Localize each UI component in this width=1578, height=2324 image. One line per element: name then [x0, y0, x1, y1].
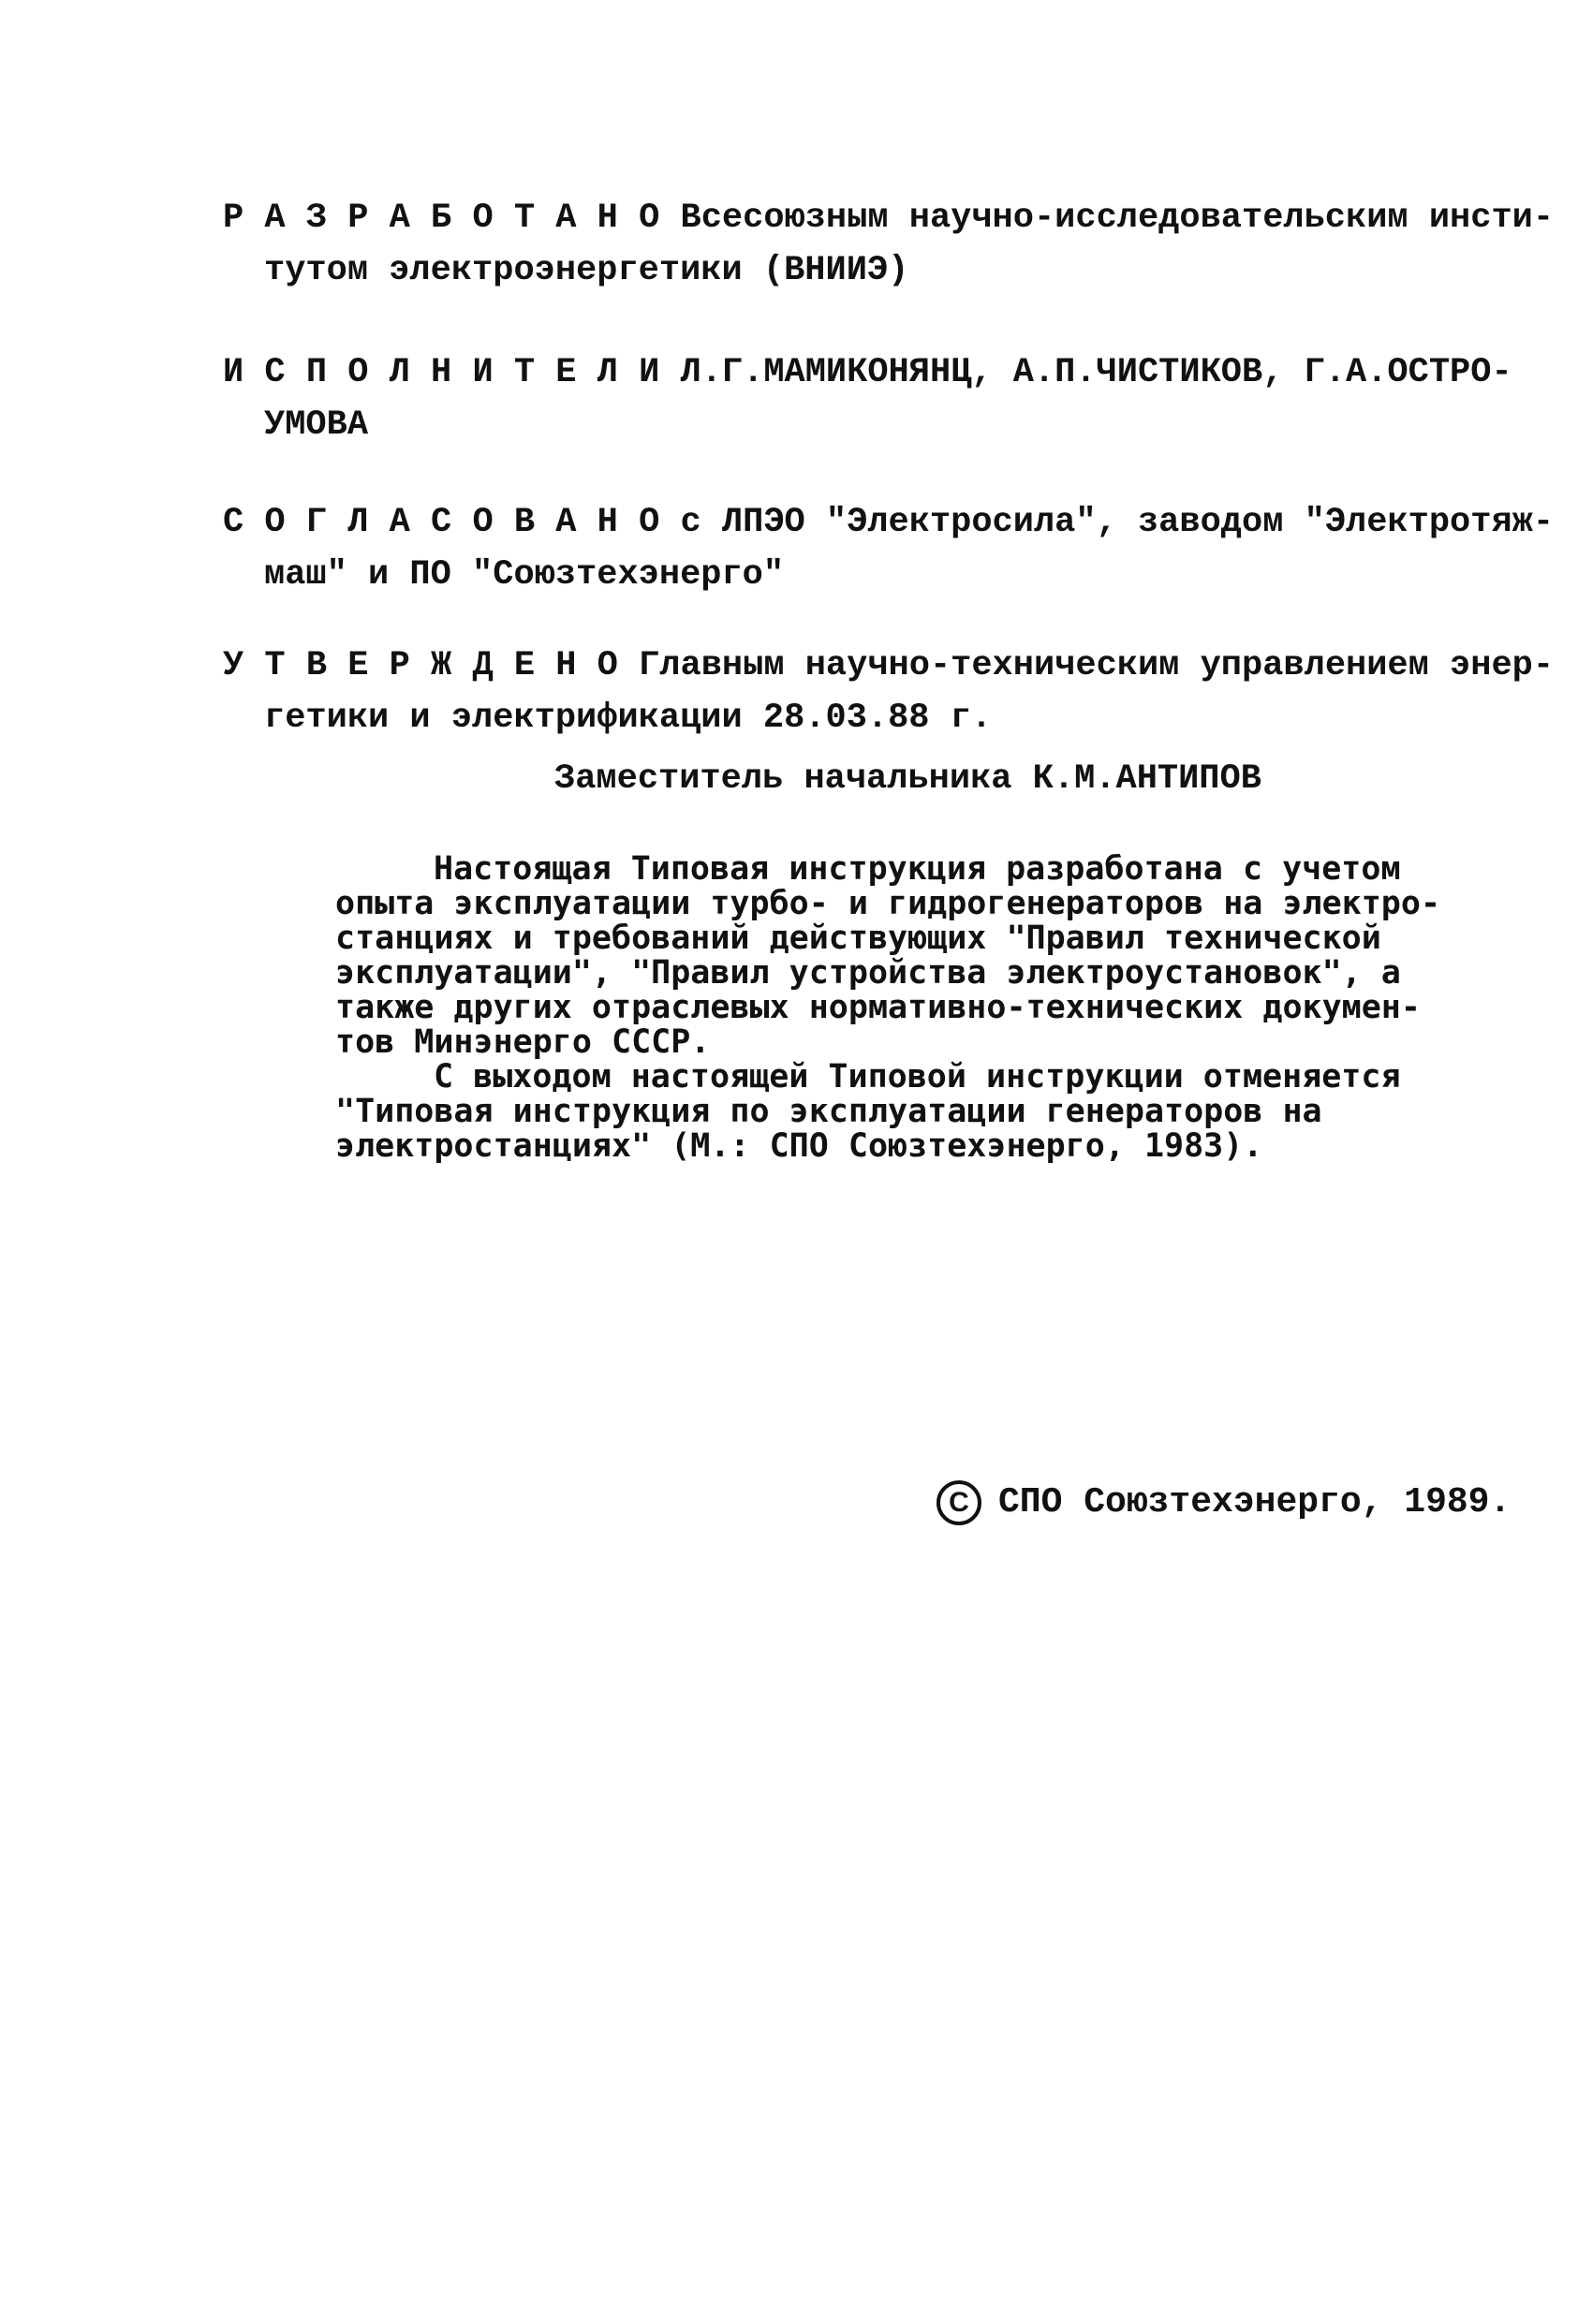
- paragraph-line: С выходом настоящей Типовой инструкции отменяется: [434, 1058, 1401, 1096]
- paragraph-line: "Типовая инструкция по эксплуатации генераторов на: [335, 1093, 1322, 1130]
- section-label: И С П О Л Н И Т Е Л И: [223, 353, 660, 392]
- section-label: Р А З Р А Б О Т А Н О: [223, 199, 660, 238]
- paragraph-line: опыта эксплуатации турбо- и гидрогенераторов на электро-: [335, 885, 1441, 922]
- section-label: У Т В Е Р Ж Д Е Н О: [223, 646, 618, 685]
- section-executors: [223, 346, 1515, 451]
- section-text: с ЛПЭО "Электросила", заводом "Электротяж-: [680, 503, 1555, 542]
- paragraph-line: станциях и требований действующих "Правил технической: [335, 919, 1381, 957]
- copyright-line: [936, 1479, 1511, 1526]
- section-text: Всесоюзным научно-исследовательским инсти-: [680, 199, 1555, 238]
- replacement-paragraph: [335, 1060, 1478, 1164]
- section-text: Главным научно-техническим управлением энер-: [639, 646, 1555, 685]
- section-developed: [223, 192, 1555, 297]
- copyright-icon: С: [936, 1480, 981, 1525]
- section-text-continued: маш" и ПО "Союзтехэнерго": [264, 555, 785, 595]
- section-label: С О Г Л А С О В А Н О: [223, 503, 660, 542]
- paragraph-line: также других отраслевых нормативно-технических докумен-: [335, 989, 1421, 1026]
- section-approved: [223, 640, 1555, 744]
- section-text-continued: тутом электроэнергетики (ВНИИЭ): [264, 251, 909, 290]
- section-agreed: [223, 496, 1555, 601]
- paragraph-line: тов Минэнерго СССР.: [335, 1023, 711, 1061]
- section-text-continued: УМОВА: [264, 405, 369, 445]
- paragraph-line: Настоящая Типовая инструкция разработана с учетом: [434, 850, 1401, 888]
- section-text-continued: гетики и электрификации 28.03.88 г.: [264, 699, 993, 738]
- deputy-signature-line: Заместитель начальника К.М.АНТИПОВ: [554, 759, 1261, 799]
- paragraph-line: эксплуатации", "Правил устройства электроустановок", а: [335, 954, 1401, 992]
- copyright-text: СПО Союзтехэнерго, 1989.: [998, 1482, 1512, 1522]
- paragraph-line: электростанциях" (М.: СПО Союзтехэнерго, 1983).: [335, 1127, 1263, 1165]
- intro-paragraph: [335, 852, 1478, 1060]
- section-text: Л.Г.МАМИКОНЯНЦ, А.П.ЧИСТИКОВ, Г.А.ОСТРО-: [680, 353, 1512, 392]
